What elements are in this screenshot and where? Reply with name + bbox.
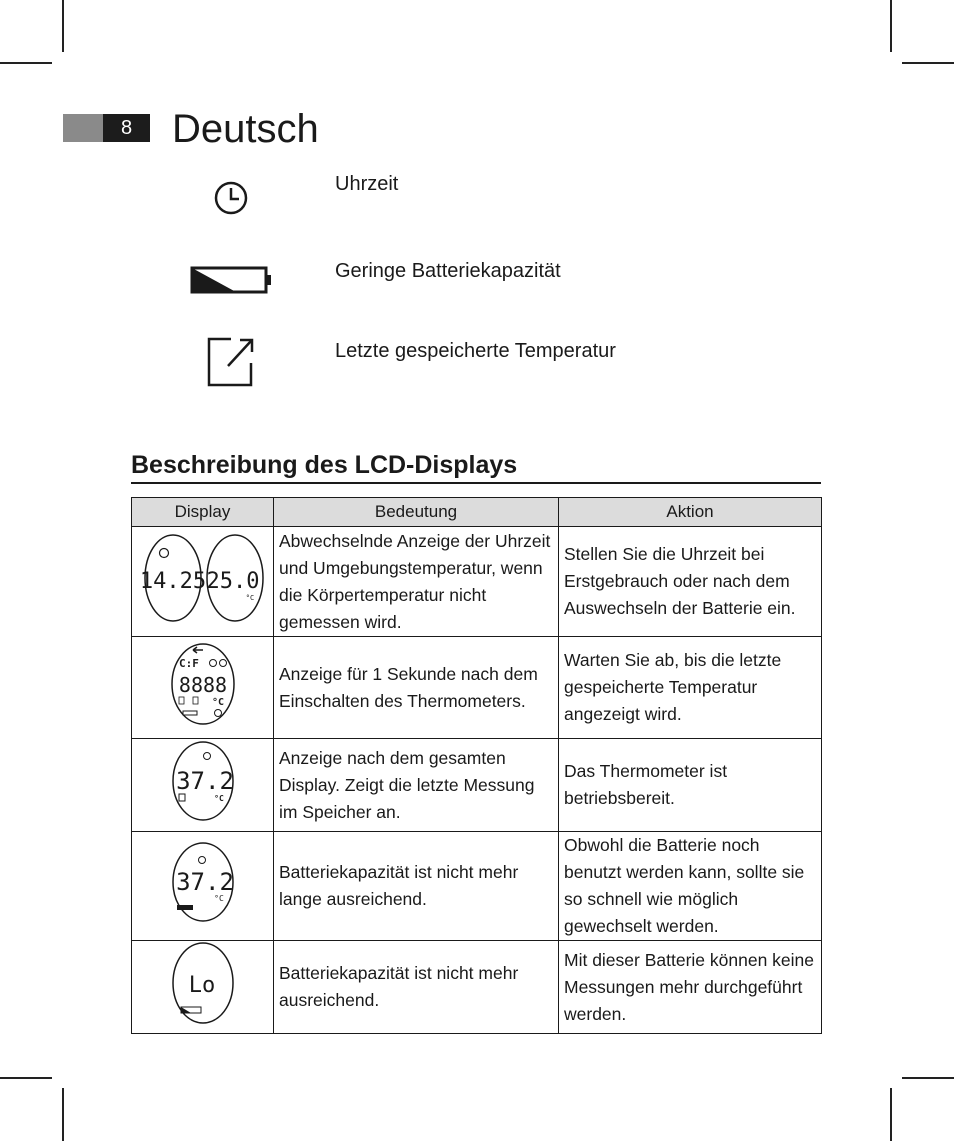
legend-label-battery: Geringe Batteriekapazität: [335, 260, 561, 282]
crop-mark: [0, 1077, 52, 1079]
lcd-unit: °C: [213, 794, 224, 803]
crop-mark: [890, 0, 892, 52]
meaning-cell: Anzeige für 1 Sekunde nach dem Einschalten des Thermometers.: [274, 637, 559, 739]
section-title: Beschreibung des LCD-Displays: [131, 451, 518, 479]
crop-mark: [902, 62, 954, 64]
meaning-cell: Batteriekapazität ist nicht mehr ausreichend.: [274, 941, 559, 1034]
lcd-display-clock-ambient: [138, 530, 268, 626]
table-row: [132, 941, 822, 1034]
lcd-value: 37.2: [175, 868, 234, 896]
legend-label-memory: Letzte gespeicherte Temperatur: [335, 340, 616, 362]
display-cell: [132, 941, 274, 1034]
table-header-row: [132, 498, 822, 527]
display-cell: [132, 739, 274, 832]
face-icon: [203, 753, 210, 760]
action-cell: Stellen Sie die Uhrzeit bei Erstgebrauch oder nach dem Auswechseln der Batterie ein.: [559, 527, 822, 637]
low-battery-icon: [177, 905, 193, 910]
memory-icon: [206, 336, 256, 393]
low-battery-icon: [190, 266, 274, 299]
lcd-value: 8888: [178, 672, 227, 697]
face-icon: [198, 857, 205, 864]
crop-mark: [0, 62, 52, 64]
action-cell: Mit dieser Batterie können keine Messungen mehr durchgeführt werden.: [559, 941, 822, 1034]
column-header-meaning: Bedeutung: [274, 498, 559, 527]
lcd-display-low-battery: [163, 840, 243, 924]
column-header-action: Aktion: [559, 498, 822, 527]
meaning-cell: Abwechselnde Anzeige der Uhrzeit und Umgebungstemperatur, wenn die Körpertemperatur nicht gemessen wird.: [274, 527, 559, 637]
lcd-display-last-memory: [163, 739, 243, 823]
action-cell: Das Thermometer ist betriebsbereit.: [559, 739, 822, 832]
clock-icon: [213, 180, 249, 221]
lcd-display-full-segments: [163, 639, 243, 729]
clock-icon: [159, 548, 168, 557]
page-number-tab: [63, 114, 150, 142]
lcd-unit: °C: [245, 593, 254, 602]
action-cell: Warten Sie ab, bis die letzte gespeicherte Temperatur angezeigt wird.: [559, 637, 822, 739]
crop-mark: [902, 1077, 954, 1079]
lcd-unit: °C: [213, 894, 224, 903]
display-cell: [132, 832, 274, 941]
display-cell: [132, 637, 274, 739]
lcd-value: 25.0: [206, 568, 259, 594]
crop-mark: [62, 1088, 64, 1141]
page-title: Deutsch: [172, 107, 319, 151]
lcd-description-table: [131, 497, 822, 1034]
lcd-unit: °C: [211, 696, 224, 708]
table-row: [132, 527, 822, 637]
page-number: 8: [103, 114, 150, 142]
section-divider: [131, 482, 821, 484]
lcd-value: Lo: [188, 973, 215, 998]
table-row: [132, 739, 822, 832]
memory-icon: [179, 794, 185, 801]
legend-label-clock: Uhrzeit: [335, 173, 399, 195]
lcd-value: 14.25: [139, 568, 206, 594]
table-row: [132, 832, 822, 941]
meaning-cell: Anzeige nach dem gesamten Display. Zeigt die letzte Messung im Speicher an.: [274, 739, 559, 832]
crop-mark: [890, 1088, 892, 1141]
display-cell: [132, 527, 274, 637]
table-row: [132, 637, 822, 739]
page-tab-accent: [63, 114, 103, 142]
lcd-value: 37.2: [175, 767, 234, 795]
action-cell: Obwohl die Batterie noch benutzt werden kann, sollte sie so schnell wie möglich gewechselt werden.: [559, 832, 822, 941]
crop-mark: [62, 0, 64, 52]
meaning-cell: Batteriekapazität ist nicht mehr lange ausreichend.: [274, 832, 559, 941]
column-header-display: Display: [132, 498, 274, 527]
lcd-display-battery-empty: [163, 941, 243, 1025]
lcd-unit-selector: C:F: [178, 656, 199, 670]
